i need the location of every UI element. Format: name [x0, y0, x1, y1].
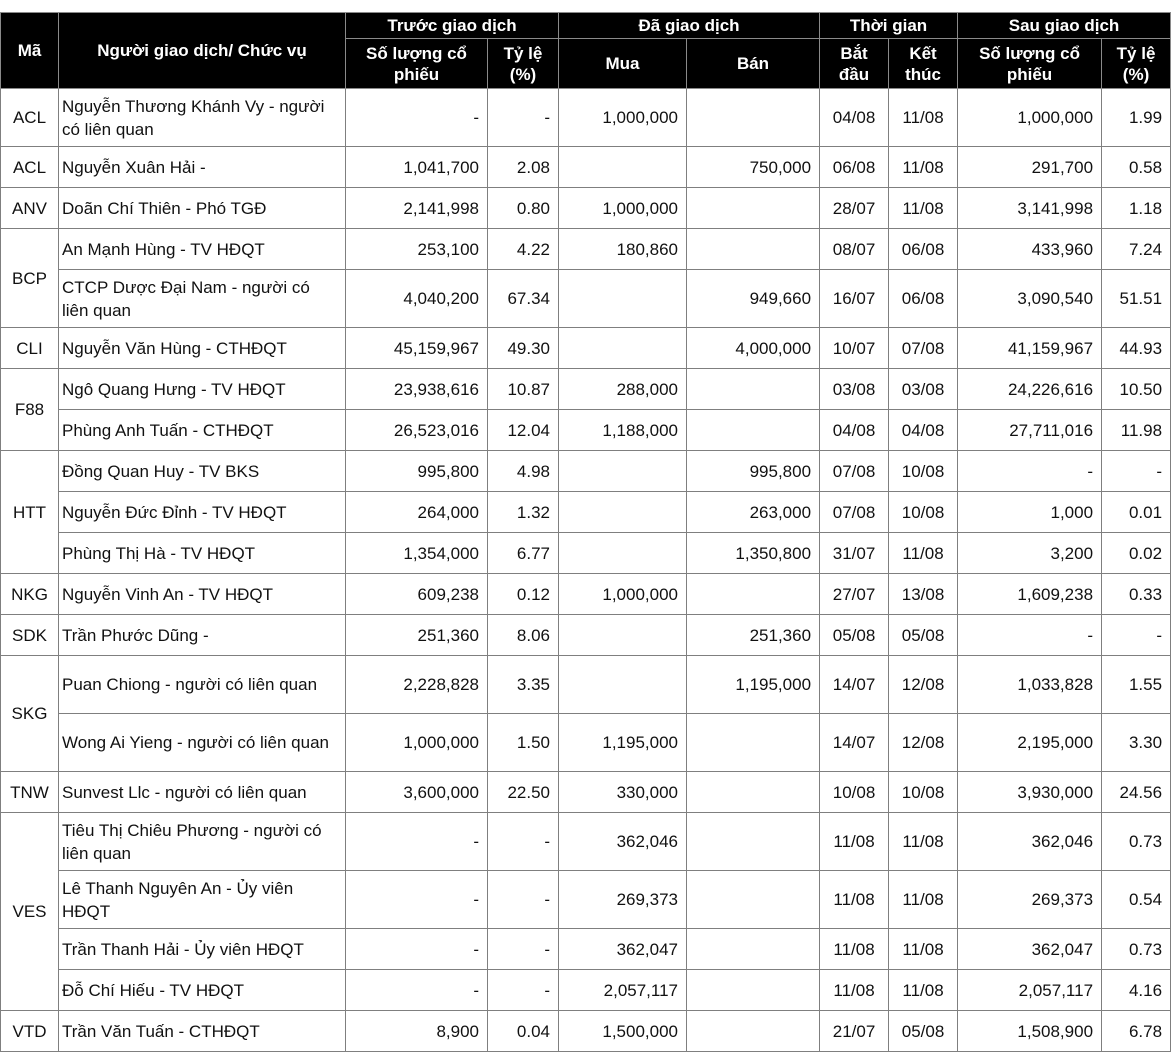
table-row	[1, 229, 1171, 270]
end-date-cell: 05/08	[889, 615, 958, 656]
before-pct-cell: 0.12	[488, 574, 559, 615]
after-pct-cell: 44.93	[1102, 328, 1171, 369]
sell-qty-cell	[687, 89, 820, 147]
start-date-cell: 16/07	[820, 270, 889, 328]
start-date-cell: 11/08	[820, 970, 889, 1011]
stock-code-cell: VTD	[1, 1011, 59, 1052]
start-date-cell: 31/07	[820, 533, 889, 574]
before-qty-cell: -	[346, 970, 488, 1011]
table-row	[1, 451, 1171, 492]
after-qty-cell: 362,047	[958, 929, 1102, 970]
before-pct-cell: -	[488, 813, 559, 871]
sell-qty-cell	[687, 229, 820, 270]
after-qty-cell: 27,711,016	[958, 410, 1102, 451]
before-qty-cell: 1,354,000	[346, 533, 488, 574]
after-qty-cell: 2,195,000	[958, 714, 1102, 772]
before-qty-cell: 1,000,000	[346, 714, 488, 772]
trader-name-cell: Nguyễn Xuân Hải -	[59, 147, 346, 188]
sell-qty-cell	[687, 714, 820, 772]
after-pct-cell: 0.73	[1102, 813, 1171, 871]
trader-name-cell: An Mạnh Hùng - TV HĐQT	[59, 229, 346, 270]
end-date-cell: 03/08	[889, 369, 958, 410]
sell-qty-cell: 263,000	[687, 492, 820, 533]
buy-qty-cell: 1,000,000	[559, 574, 687, 615]
after-pct-cell: -	[1102, 451, 1171, 492]
start-date-cell: 06/08	[820, 147, 889, 188]
header-code: Mã	[1, 13, 59, 89]
end-date-cell: 10/08	[889, 451, 958, 492]
before-pct-cell: 0.80	[488, 188, 559, 229]
after-pct-cell: 1.99	[1102, 89, 1171, 147]
after-qty-cell: 269,373	[958, 871, 1102, 929]
after-pct-cell: -	[1102, 615, 1171, 656]
table-row	[1, 871, 1171, 929]
end-date-cell: 11/08	[889, 929, 958, 970]
after-qty-cell: 3,200	[958, 533, 1102, 574]
start-date-cell: 10/07	[820, 328, 889, 369]
before-qty-cell: 23,938,616	[346, 369, 488, 410]
table-row	[1, 89, 1171, 147]
sell-qty-cell: 1,195,000	[687, 656, 820, 714]
trader-name-cell: Phùng Anh Tuấn - CTHĐQT	[59, 410, 346, 451]
table-row	[1, 410, 1171, 451]
end-date-cell: 10/08	[889, 772, 958, 813]
end-date-cell: 12/08	[889, 714, 958, 772]
before-pct-cell: 3.35	[488, 656, 559, 714]
table-body	[1, 89, 1171, 1052]
before-qty-cell: 26,523,016	[346, 410, 488, 451]
end-date-cell: 11/08	[889, 147, 958, 188]
after-qty-cell: 1,033,828	[958, 656, 1102, 714]
buy-qty-cell: 269,373	[559, 871, 687, 929]
table-row	[1, 369, 1171, 410]
table-row	[1, 147, 1171, 188]
before-qty-cell: 8,900	[346, 1011, 488, 1052]
end-date-cell: 06/08	[889, 229, 958, 270]
buy-qty-cell: 180,860	[559, 229, 687, 270]
table-row	[1, 714, 1171, 772]
trader-name-cell: Nguyễn Thương Khánh Vy - người có liên quan	[59, 89, 346, 147]
end-date-cell: 11/08	[889, 89, 958, 147]
after-pct-cell: 0.01	[1102, 492, 1171, 533]
header-start: Bắt đầu	[820, 39, 889, 89]
start-date-cell: 04/08	[820, 410, 889, 451]
start-date-cell: 10/08	[820, 772, 889, 813]
end-date-cell: 04/08	[889, 410, 958, 451]
after-qty-cell: 362,046	[958, 813, 1102, 871]
start-date-cell: 08/07	[820, 229, 889, 270]
before-qty-cell: 45,159,967	[346, 328, 488, 369]
end-date-cell: 07/08	[889, 328, 958, 369]
stock-code-cell: BCP	[1, 229, 59, 328]
trader-name-cell: Sunvest Llc - người có liên quan	[59, 772, 346, 813]
table-row	[1, 1011, 1171, 1052]
trader-name-cell: Nguyễn Vinh An - TV HĐQT	[59, 574, 346, 615]
trader-name-cell: Nguyễn Văn Hùng - CTHĐQT	[59, 328, 346, 369]
before-qty-cell: 2,228,828	[346, 656, 488, 714]
buy-qty-cell	[559, 328, 687, 369]
after-qty-cell: 2,057,117	[958, 970, 1102, 1011]
before-pct-cell: 6.77	[488, 533, 559, 574]
trader-name-cell: CTCP Dược Đại Nam - người có liên quan	[59, 270, 346, 328]
buy-qty-cell: 1,000,000	[559, 188, 687, 229]
after-pct-cell: 0.33	[1102, 574, 1171, 615]
after-qty-cell: 433,960	[958, 229, 1102, 270]
trader-name-cell: Puan Chiong - người có liên quan	[59, 656, 346, 714]
after-qty-cell: 1,000,000	[958, 89, 1102, 147]
end-date-cell: 06/08	[889, 270, 958, 328]
sell-qty-cell: 4,000,000	[687, 328, 820, 369]
after-qty-cell: 1,508,900	[958, 1011, 1102, 1052]
start-date-cell: 14/07	[820, 714, 889, 772]
before-qty-cell: 2,141,998	[346, 188, 488, 229]
after-qty-cell: 1,609,238	[958, 574, 1102, 615]
after-pct-cell: 1.55	[1102, 656, 1171, 714]
header-after: Sau giao dịch	[958, 13, 1171, 39]
start-date-cell: 21/07	[820, 1011, 889, 1052]
trader-name-cell: Lê Thanh Nguyên An - Ủy viên HĐQT	[59, 871, 346, 929]
header-traded: Đã giao dịch	[559, 13, 820, 39]
sell-qty-cell: 750,000	[687, 147, 820, 188]
header-after-qty: Số lượng cổ phiếu	[958, 39, 1102, 89]
before-pct-cell: 2.08	[488, 147, 559, 188]
after-qty-cell: 3,930,000	[958, 772, 1102, 813]
sell-qty-cell	[687, 929, 820, 970]
header-after-pct: Tỷ lệ (%)	[1102, 39, 1171, 89]
after-pct-cell: 1.18	[1102, 188, 1171, 229]
start-date-cell: 27/07	[820, 574, 889, 615]
table-row	[1, 574, 1171, 615]
end-date-cell: 11/08	[889, 533, 958, 574]
stock-code-cell: VES	[1, 813, 59, 1011]
buy-qty-cell: 362,047	[559, 929, 687, 970]
sell-qty-cell	[687, 970, 820, 1011]
end-date-cell: 11/08	[889, 188, 958, 229]
buy-qty-cell	[559, 615, 687, 656]
stock-code-cell: ANV	[1, 188, 59, 229]
buy-qty-cell: 288,000	[559, 369, 687, 410]
before-qty-cell: 251,360	[346, 615, 488, 656]
sell-qty-cell	[687, 871, 820, 929]
trader-name-cell: Nguyễn Đức Đỉnh - TV HĐQT	[59, 492, 346, 533]
end-date-cell: 11/08	[889, 813, 958, 871]
before-qty-cell: 995,800	[346, 451, 488, 492]
trader-name-cell: Đỗ Chí Hiếu - TV HĐQT	[59, 970, 346, 1011]
before-qty-cell: -	[346, 871, 488, 929]
before-qty-cell: 264,000	[346, 492, 488, 533]
sell-qty-cell: 949,660	[687, 270, 820, 328]
before-qty-cell: 3,600,000	[346, 772, 488, 813]
after-qty-cell: 3,090,540	[958, 270, 1102, 328]
after-pct-cell: 51.51	[1102, 270, 1171, 328]
stock-code-cell: ACL	[1, 89, 59, 147]
trader-name-cell: Trần Thanh Hải - Ủy viên HĐQT	[59, 929, 346, 970]
trader-name-cell: Trần Văn Tuấn - CTHĐQT	[59, 1011, 346, 1052]
buy-qty-cell	[559, 492, 687, 533]
before-qty-cell: -	[346, 89, 488, 147]
table-row	[1, 533, 1171, 574]
before-pct-cell: -	[488, 970, 559, 1011]
header-person: Người giao dịch/ Chức vụ	[59, 13, 346, 89]
table-row	[1, 656, 1171, 714]
after-qty-cell: -	[958, 451, 1102, 492]
trader-name-cell: Đồng Quan Huy - TV BKS	[59, 451, 346, 492]
stock-code-cell: CLI	[1, 328, 59, 369]
table-row	[1, 970, 1171, 1011]
before-qty-cell: 1,041,700	[346, 147, 488, 188]
sell-qty-cell	[687, 772, 820, 813]
before-pct-cell: 49.30	[488, 328, 559, 369]
stock-code-cell: SKG	[1, 656, 59, 772]
buy-qty-cell: 1,500,000	[559, 1011, 687, 1052]
header-before: Trước giao dịch	[346, 13, 559, 39]
sell-qty-cell: 995,800	[687, 451, 820, 492]
before-pct-cell: 10.87	[488, 369, 559, 410]
before-pct-cell: -	[488, 871, 559, 929]
buy-qty-cell: 330,000	[559, 772, 687, 813]
after-pct-cell: 7.24	[1102, 229, 1171, 270]
after-qty-cell: 3,141,998	[958, 188, 1102, 229]
start-date-cell: 14/07	[820, 656, 889, 714]
start-date-cell: 28/07	[820, 188, 889, 229]
before-qty-cell: 609,238	[346, 574, 488, 615]
buy-qty-cell	[559, 656, 687, 714]
stock-code-cell: NKG	[1, 574, 59, 615]
end-date-cell: 11/08	[889, 970, 958, 1011]
header-before-qty: Số lượng cổ phiếu	[346, 39, 488, 89]
after-pct-cell: 10.50	[1102, 369, 1171, 410]
sell-qty-cell	[687, 813, 820, 871]
start-date-cell: 03/08	[820, 369, 889, 410]
sell-qty-cell	[687, 1011, 820, 1052]
after-qty-cell: 1,000	[958, 492, 1102, 533]
before-pct-cell: -	[488, 89, 559, 147]
trader-name-cell: Trần Phước Dũng -	[59, 615, 346, 656]
header-end: Kết thúc	[889, 39, 958, 89]
start-date-cell: 07/08	[820, 451, 889, 492]
table-header	[1, 13, 1171, 89]
trader-name-cell: Ngô Quang Hưng - TV HĐQT	[59, 369, 346, 410]
before-pct-cell: -	[488, 929, 559, 970]
buy-qty-cell	[559, 270, 687, 328]
before-pct-cell: 8.06	[488, 615, 559, 656]
before-pct-cell: 67.34	[488, 270, 559, 328]
insider-trading-table	[0, 12, 1171, 1052]
sell-qty-cell: 1,350,800	[687, 533, 820, 574]
end-date-cell: 05/08	[889, 1011, 958, 1052]
table-row	[1, 492, 1171, 533]
before-pct-cell: 4.22	[488, 229, 559, 270]
trader-name-cell: Wong Ai Yieng - người có liên quan	[59, 714, 346, 772]
after-pct-cell: 3.30	[1102, 714, 1171, 772]
start-date-cell: 11/08	[820, 929, 889, 970]
start-date-cell: 07/08	[820, 492, 889, 533]
before-pct-cell: 12.04	[488, 410, 559, 451]
buy-qty-cell: 1,195,000	[559, 714, 687, 772]
stock-code-cell: HTT	[1, 451, 59, 574]
after-qty-cell: 24,226,616	[958, 369, 1102, 410]
trader-name-cell: Doãn Chí Thiên - Phó TGĐ	[59, 188, 346, 229]
before-qty-cell: 4,040,200	[346, 270, 488, 328]
end-date-cell: 13/08	[889, 574, 958, 615]
end-date-cell: 12/08	[889, 656, 958, 714]
before-qty-cell: -	[346, 813, 488, 871]
table-row	[1, 929, 1171, 970]
trader-name-cell: Phùng Thị Hà - TV HĐQT	[59, 533, 346, 574]
after-pct-cell: 4.16	[1102, 970, 1171, 1011]
sell-qty-cell	[687, 410, 820, 451]
trader-name-cell: Tiêu Thị Chiêu Phương - người có liên quan	[59, 813, 346, 871]
after-qty-cell: 291,700	[958, 147, 1102, 188]
start-date-cell: 05/08	[820, 615, 889, 656]
stock-code-cell: TNW	[1, 772, 59, 813]
start-date-cell: 04/08	[820, 89, 889, 147]
header-before-pct: Tỷ lệ (%)	[488, 39, 559, 89]
end-date-cell: 10/08	[889, 492, 958, 533]
after-qty-cell: -	[958, 615, 1102, 656]
stock-code-cell: F88	[1, 369, 59, 451]
before-pct-cell: 22.50	[488, 772, 559, 813]
buy-qty-cell	[559, 451, 687, 492]
table-row	[1, 188, 1171, 229]
start-date-cell: 11/08	[820, 813, 889, 871]
start-date-cell: 11/08	[820, 871, 889, 929]
buy-qty-cell	[559, 147, 687, 188]
before-pct-cell: 1.32	[488, 492, 559, 533]
stock-code-cell: SDK	[1, 615, 59, 656]
end-date-cell: 11/08	[889, 871, 958, 929]
after-pct-cell: 0.54	[1102, 871, 1171, 929]
sell-qty-cell	[687, 369, 820, 410]
before-qty-cell: -	[346, 929, 488, 970]
after-qty-cell: 41,159,967	[958, 328, 1102, 369]
header-buy: Mua	[559, 39, 687, 89]
sell-qty-cell	[687, 188, 820, 229]
buy-qty-cell: 1,000,000	[559, 89, 687, 147]
after-pct-cell: 0.02	[1102, 533, 1171, 574]
table-row	[1, 328, 1171, 369]
after-pct-cell: 0.73	[1102, 929, 1171, 970]
header-sell: Bán	[687, 39, 820, 89]
table-row	[1, 813, 1171, 871]
header-time: Thời gian	[820, 13, 958, 39]
after-pct-cell: 6.78	[1102, 1011, 1171, 1052]
after-pct-cell: 24.56	[1102, 772, 1171, 813]
buy-qty-cell: 1,188,000	[559, 410, 687, 451]
before-qty-cell: 253,100	[346, 229, 488, 270]
table-row	[1, 615, 1171, 656]
stock-code-cell: ACL	[1, 147, 59, 188]
after-pct-cell: 11.98	[1102, 410, 1171, 451]
after-pct-cell: 0.58	[1102, 147, 1171, 188]
buy-qty-cell: 2,057,117	[559, 970, 687, 1011]
sell-qty-cell: 251,360	[687, 615, 820, 656]
before-pct-cell: 0.04	[488, 1011, 559, 1052]
sell-qty-cell	[687, 574, 820, 615]
buy-qty-cell	[559, 533, 687, 574]
before-pct-cell: 4.98	[488, 451, 559, 492]
before-pct-cell: 1.50	[488, 714, 559, 772]
table-row	[1, 270, 1171, 328]
buy-qty-cell: 362,046	[559, 813, 687, 871]
table-row	[1, 772, 1171, 813]
